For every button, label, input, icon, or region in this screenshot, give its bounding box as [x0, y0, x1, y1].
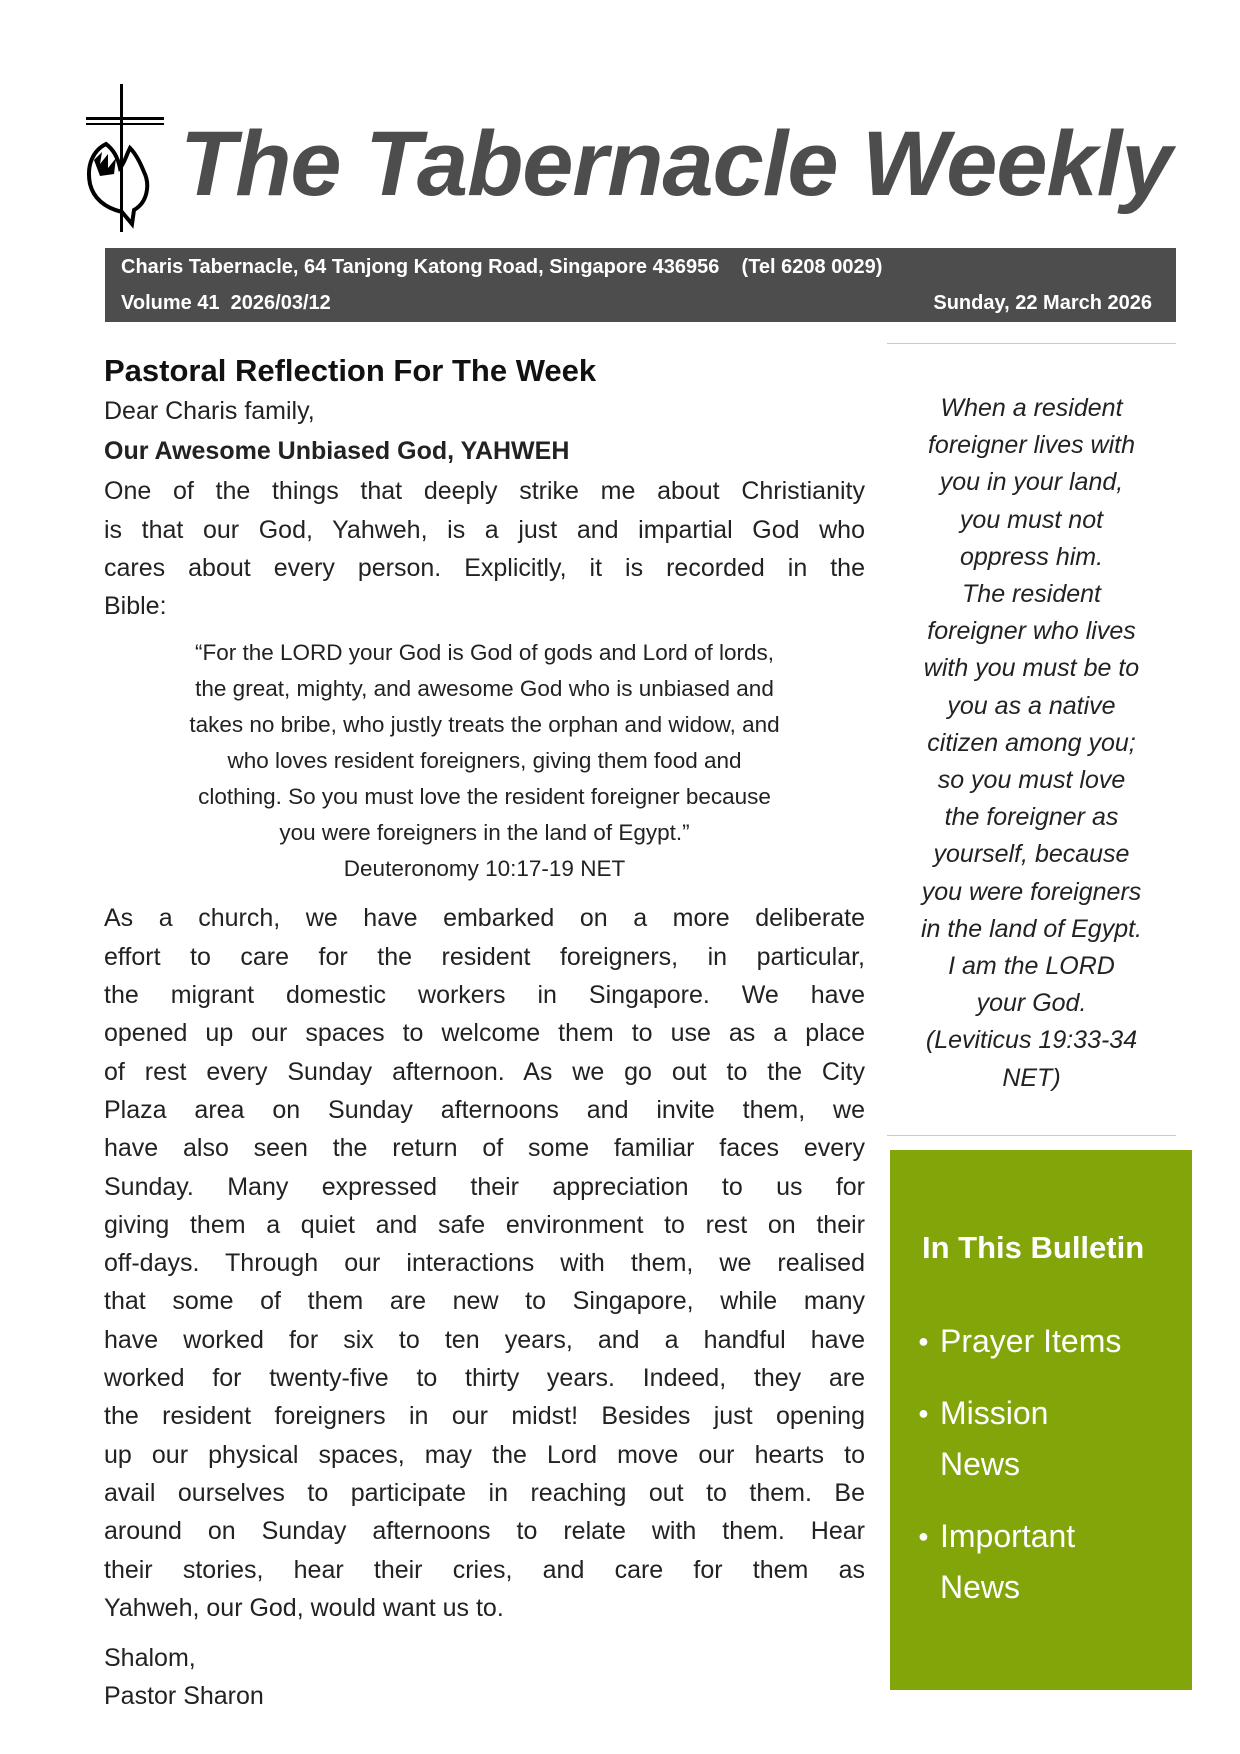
text-line: Plaza area on Sunday afternoons and invite them, we: [104, 1095, 865, 1124]
verse-line: citizen among you;: [927, 728, 1136, 757]
verse-line: your God.: [976, 989, 1087, 1018]
verse-line: so you must love: [937, 766, 1126, 795]
verse-line: NET): [1002, 1063, 1061, 1092]
article-subheading: Our Awesome Unbiased God, YAHWEH: [104, 437, 570, 466]
text-line: One of the things that deeply strike me about Christianity: [104, 477, 865, 506]
text-line: Yahweh, our God, would want us to.: [104, 1593, 504, 1622]
quote-line: takes no bribe, who justly treats the orphan and widow, and: [189, 712, 780, 738]
verse-line: you in your land,: [939, 468, 1124, 497]
volume-issue: Volume 41 2026/03/12: [121, 292, 331, 314]
paragraph-2: [104, 899, 865, 1627]
quote-line: the great, mighty, and awesome God who is unbiased and: [195, 676, 774, 702]
bullet-icon: ●: [918, 1403, 929, 1423]
cross-flame-logo: [86, 84, 178, 232]
bulletin-item-prayer[interactable]: ● Prayer Items: [918, 1316, 1130, 1367]
text-line: cares about every person. Explicitly, it is recorded in the: [104, 553, 865, 582]
text-line: have also seen the return of some familiar faces every: [104, 1134, 865, 1163]
closing: Shalom,: [104, 1644, 196, 1673]
divider: [887, 1135, 1176, 1136]
verse-line: with you must be to: [923, 654, 1140, 683]
quote-line: clothing. So you must love the resident foreigner because: [198, 784, 771, 810]
verse-line: the foreigner as: [944, 803, 1119, 832]
sidebar: [887, 343, 1176, 1136]
bullet-icon: ●: [918, 1331, 929, 1351]
verse-line: oppress him.: [959, 542, 1104, 571]
bulletin-title: In This Bulletin: [922, 1230, 1145, 1265]
text-line: effort to care for the resident foreigners, in particular,: [104, 942, 865, 971]
verse-line: When a resident: [940, 394, 1123, 422]
newsletter-title: The Tabernacle Weekly: [180, 113, 1172, 215]
bullet-icon: ●: [918, 1526, 929, 1546]
verse-line: (Leviticus 19:33-34: [925, 1026, 1138, 1055]
sidebar-verse: [887, 344, 1176, 1097]
text-line: As a church, we have embarked on a more deliberate: [104, 904, 865, 933]
text-line: off-days. Through our interactions with them, we realised: [104, 1249, 865, 1278]
text-line: giving them a quiet and safe environment to rest on their: [104, 1210, 865, 1239]
masthead-info-bar: [105, 248, 1176, 322]
pastoral-reflection-article: [104, 350, 865, 1716]
text-line: have worked for six to ten years, and a handful have: [104, 1325, 865, 1354]
text-line: up our physical spaces, may the Lord move our hearts to: [104, 1440, 865, 1469]
verse-line: The resident: [962, 580, 1101, 609]
paragraph-1: [104, 472, 865, 625]
verse-line: you were foreigners: [921, 877, 1142, 906]
text-line: Bible:: [104, 592, 167, 621]
in-this-bulletin-box: [890, 1150, 1192, 1690]
verse-line: yourself, because: [933, 840, 1130, 869]
signature: Pastor Sharon: [104, 1682, 264, 1711]
quote-line: “For the LORD your God is God of gods and Lord of lords,: [194, 640, 775, 666]
church-address: Charis Tabernacle, 64 Tanjong Katong Road, Singapore 436956 (Tel 6208 0029): [121, 256, 883, 278]
bulletin-list: [918, 1316, 1130, 1634]
text-line: Sunday. Many expressed their appreciation to us for: [104, 1172, 865, 1201]
bulletin-item-important[interactable]: ● Important News: [918, 1511, 1130, 1613]
bulletin-item-mission[interactable]: ● Mission News: [918, 1388, 1090, 1490]
quote-line: you were foreigners in the land of Egypt.”: [279, 820, 690, 846]
text-line: that some of them are new to Singapore, while many: [104, 1287, 865, 1316]
quote-line: who loves resident foreigners, giving them food and: [227, 748, 742, 774]
verse-line: you as a native: [947, 691, 1116, 720]
text-line: opened up our spaces to welcome them to use as a place: [104, 1019, 865, 1048]
verse-line: in the land of Egypt.: [921, 914, 1142, 943]
text-line: worked for twenty-five to thirty years. Indeed, they are: [104, 1364, 865, 1393]
verse-line: foreigner lives with: [927, 431, 1136, 460]
verse-line: foreigner who lives: [927, 617, 1136, 646]
issue-date: Sunday, 22 March 2026: [933, 292, 1152, 314]
text-line: of rest every Sunday afternoon. As we go out to the City: [104, 1057, 865, 1086]
greeting: Dear Charis family,: [104, 397, 315, 425]
quote-line: Deuteronomy 10:17-19 NET: [343, 856, 626, 882]
text-line: avail ourselves to participate in reaching out to them. Be: [104, 1478, 865, 1507]
text-line: around on Sunday afternoons to relate with them. Hear: [104, 1517, 865, 1546]
text-line: their stories, hear their cries, and care for them as: [104, 1555, 865, 1584]
scripture-quote: [104, 635, 865, 887]
text-line: the resident foreigners in our midst! Besides just opening: [104, 1402, 865, 1431]
text-line: is that our God, Yahweh, is a just and impartial God who: [104, 515, 865, 544]
verse-line: I am the LORD: [948, 952, 1115, 981]
text-line: the migrant domestic workers in Singapore. We have: [104, 981, 865, 1010]
verse-line: you must not: [959, 505, 1104, 534]
article-heading: Pastoral Reflection For The Week: [104, 353, 597, 388]
